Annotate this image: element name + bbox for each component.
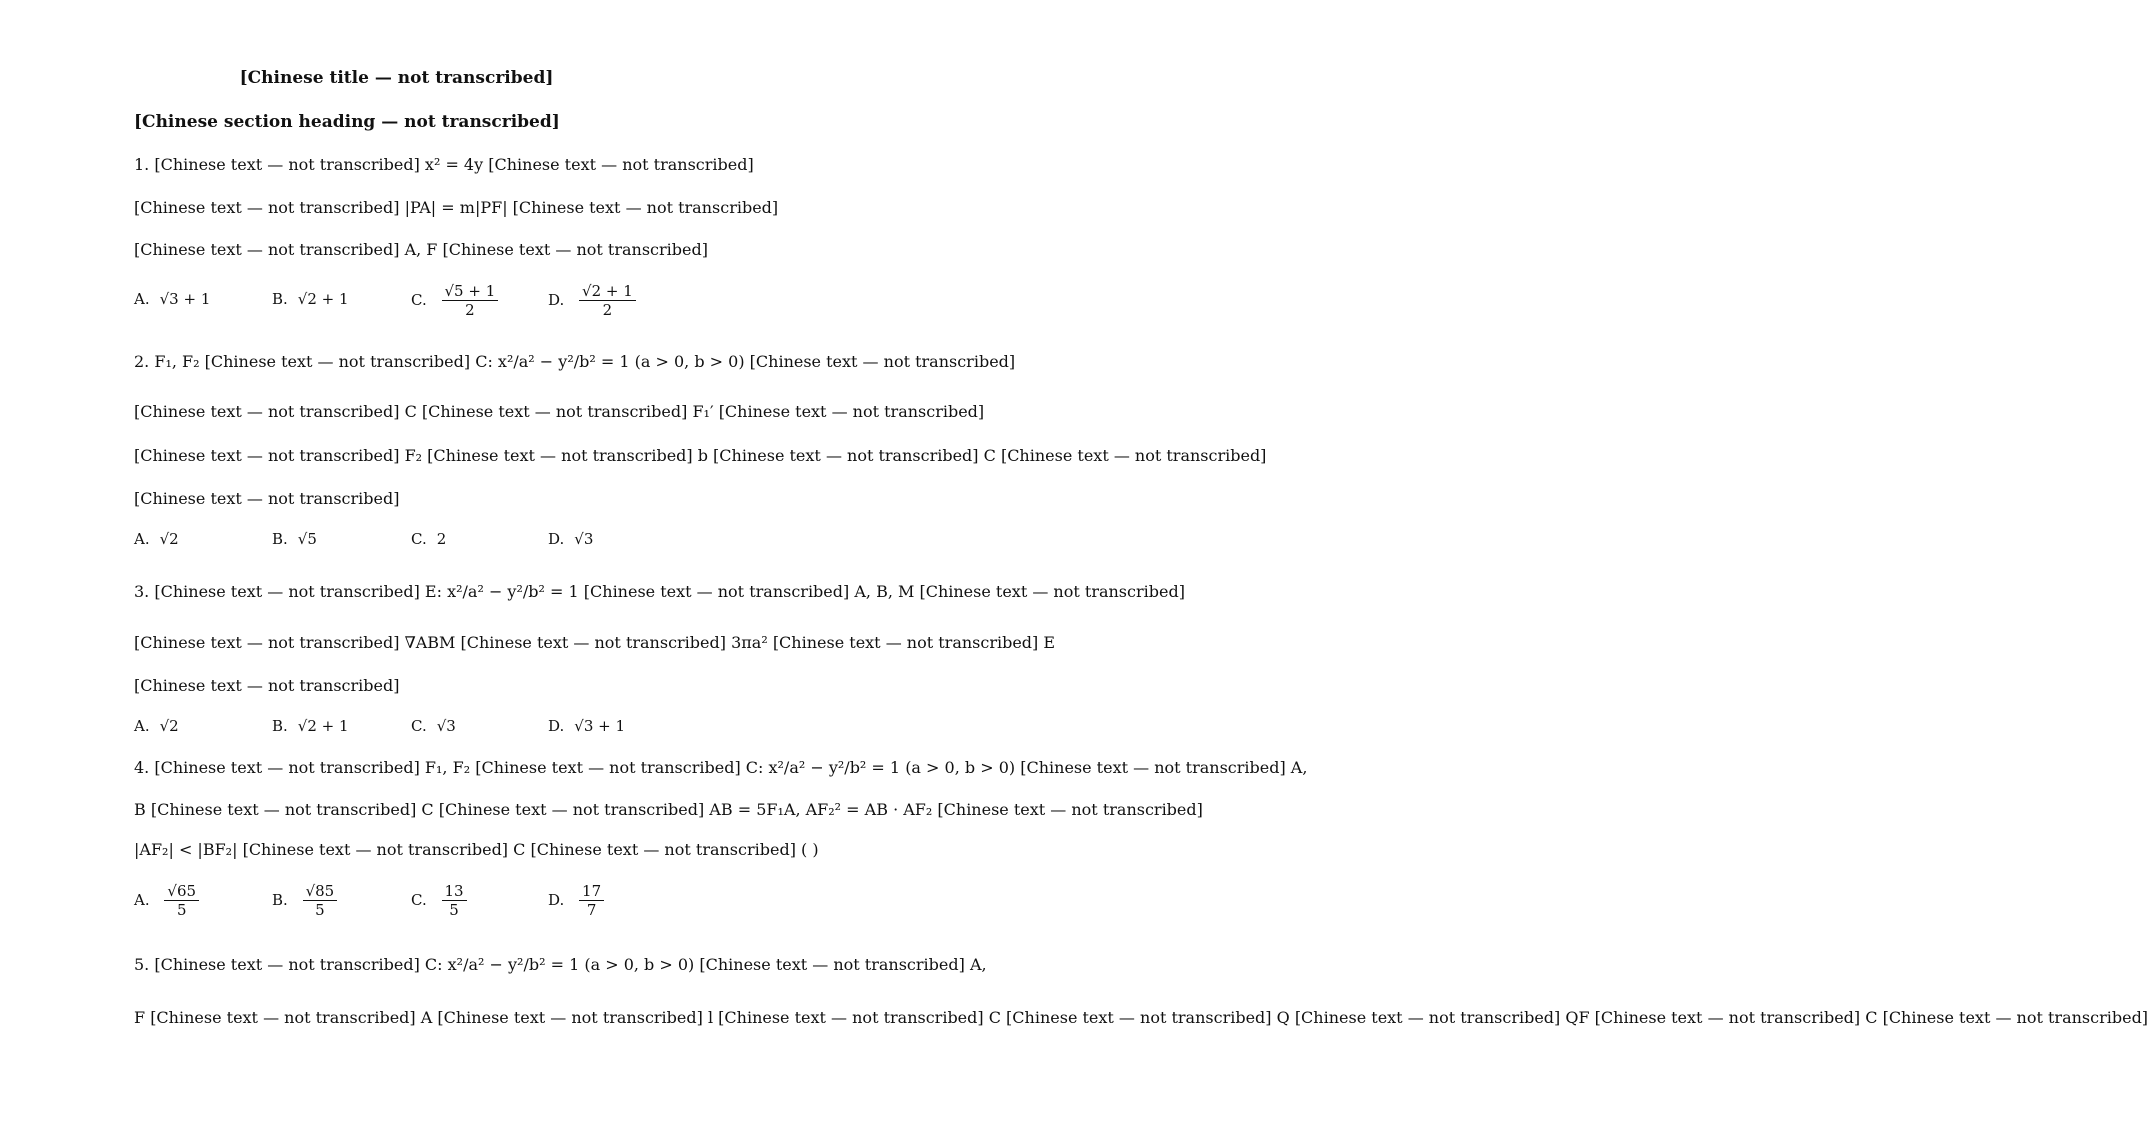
fraction: $\frac{√2 + 1}{2}$: [579, 282, 636, 319]
fraction: $\frac{13}{5}$: [442, 882, 467, 919]
q3-line-1: 3. [Chinese text — not transcribed] E: x²/a² − y²/b² = 1 [Chinese text — not transcribed] A, B, M [Chinese text — not transcribed]: [134, 582, 1185, 601]
q5-line-2: F [Chinese text — not transcribed] A [Chinese text — not transcribed] l [Chinese text — not transcribed] C [Chinese text — not transcribed] Q [Chinese text — not transcribed] QF [Chinese text — not transcribed] C [Chinese text — not transcribed]: [134, 1008, 2148, 1027]
q1-option-c: C. $\frac{√5 + 1}{2}$: [411, 282, 498, 319]
q4-line-3: |AF₂| < |BF₂| [Chinese text — not transcribed] C [Chinese text — not transcribed] ( ): [134, 840, 819, 859]
q3-option-d: D. √3 + 1: [548, 717, 626, 735]
q4-options: [134, 882, 674, 922]
q2-option-a: A. √2: [134, 530, 179, 548]
q4-option-b: B. $\frac{√85}{5}$: [272, 882, 337, 919]
q4-line-1: 4. [Chinese text — not transcribed] F₁, F₂ [Chinese text — not transcribed] C: x²/a² − y²/b² = 1 (a > 0, b > 0) [Chinese text — not transcribed] A,: [134, 758, 1308, 777]
q2-line-1: 2. F₁, F₂ [Chinese text — not transcribed] C: x²/a² − y²/b² = 1 (a > 0, b > 0) [Chinese text — not transcribed]: [134, 352, 1016, 371]
fraction: $\frac{√5 + 1}{2}$: [442, 282, 499, 319]
fraction: $\frac{√85}{5}$: [303, 882, 338, 919]
q1-option-d: D. $\frac{√2 + 1}{2}$: [548, 282, 636, 319]
q1-options: [134, 282, 674, 322]
q3-line-2: [Chinese text — not transcribed] ∇ABM [Chinese text — not transcribed] 3πa² [Chinese text — not transcribed] E: [134, 633, 1056, 652]
q2-option-b: B. √5: [272, 530, 317, 548]
q2-option-d: D. √3: [548, 530, 594, 548]
q1-line-2: [Chinese text — not transcribed] |PA| = m|PF| [Chinese text — not transcribed]: [134, 198, 779, 217]
page-title: [Chinese title — not transcribed]: [239, 68, 554, 88]
section-heading: [Chinese section heading — not transcribed]: [134, 112, 560, 132]
q5-line-1: 5. [Chinese text — not transcribed] C: x²/a² − y²/b² = 1 (a > 0, b > 0) [Chinese text — not transcribed] A,: [134, 955, 987, 974]
q1-line-3: [Chinese text — not transcribed] A, F [Chinese text — not transcribed]: [134, 240, 708, 259]
q1-option-a: A. √3 + 1: [134, 290, 211, 308]
q4-option-a: A. $\frac{√65}{5}$: [134, 882, 199, 919]
q2-line-4: [Chinese text — not transcribed]: [134, 489, 400, 508]
q1-option-b: B. √2 + 1: [272, 290, 349, 308]
q2-option-c: C. 2: [411, 530, 447, 548]
fraction: $\frac{17}{7}$: [579, 882, 604, 919]
q2-line-2: [Chinese text — not transcribed] C [Chinese text — not transcribed] F₁′ [Chinese text — not transcribed]: [134, 402, 985, 421]
q1-line-1: 1. [Chinese text — not transcribed] x² = 4y [Chinese text — not transcribed]: [134, 155, 754, 174]
q4-option-c: C. $\frac{13}{5}$: [411, 882, 467, 919]
q3-option-a: A. √2: [134, 717, 179, 735]
q3-option-c: C. √3: [411, 717, 456, 735]
fraction: $\frac{√65}{5}$: [164, 882, 199, 919]
q3-line-3: [Chinese text — not transcribed]: [134, 676, 400, 695]
q4-line-2: B [Chinese text — not transcribed] C [Chinese text — not transcribed] AB = 5F₁A, AF₂² = AB · AF₂ [Chinese text — not transcribed]: [134, 800, 1203, 819]
q2-line-3: [Chinese text — not transcribed] F₂ [Chinese text — not transcribed] b [Chinese text — not transcribed] C [Chinese text — not transcribed]: [134, 446, 1267, 465]
q2-options: [134, 530, 674, 570]
q4-option-d: D. $\frac{17}{7}$: [548, 882, 604, 919]
q3-options: [134, 717, 674, 757]
q3-option-b: B. √2 + 1: [272, 717, 349, 735]
